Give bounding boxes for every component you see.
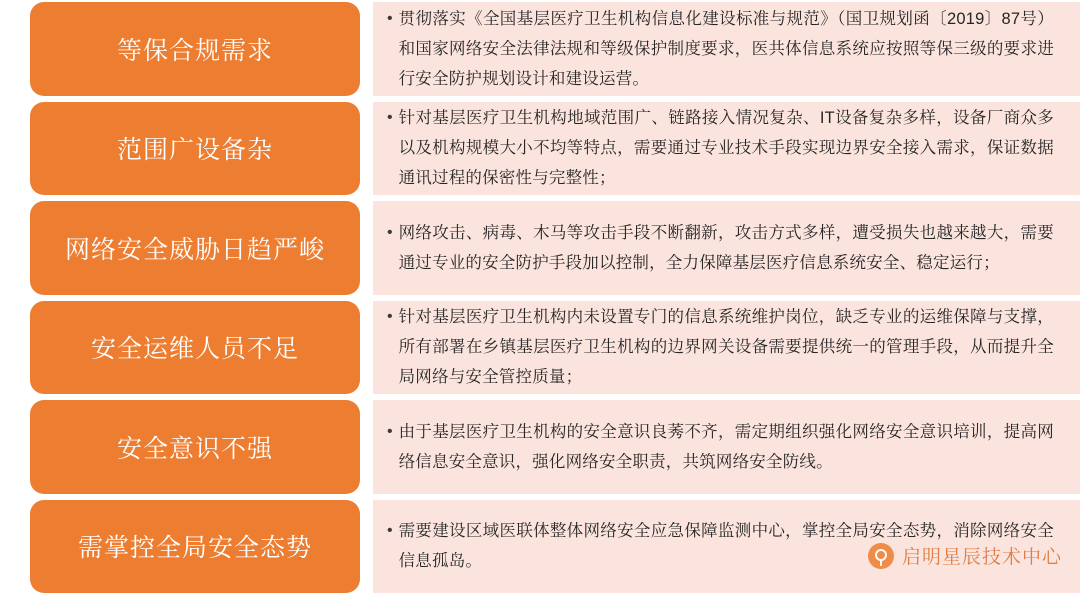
matrix-row bbox=[0, 2, 1080, 96]
row-label-text: 等保合规需求 bbox=[116, 36, 273, 65]
row-description-text: 针对基层医疗卫生机构地域范围广、链路接入情况复杂、IT设备复杂多样，设备厂商众多以及机构规模大小不均等特点，需要通过专业技术手段实现边界安全接入需求，保证数据通讯过程的保密性与完整性； bbox=[398, 109, 1054, 188]
bullet-icon: • bbox=[387, 223, 393, 241]
row-label-cell[interactable] bbox=[30, 301, 360, 395]
matrix-row bbox=[0, 301, 1080, 395]
row-description-text: 贯彻落实《全国基层医疗卫生机构信息化建设标准与规范》（国卫规划函〔2019〕87号）和国家网络安全法律法规和等级保护制度要求，医共体信息系统应按照等保三级的要求进行安全防护规划设计和建设运营。 bbox=[398, 9, 1054, 88]
row-label-cell[interactable] bbox=[30, 2, 360, 96]
row-label-text: 范围广设备杂 bbox=[116, 136, 273, 165]
row-label-cell[interactable] bbox=[30, 500, 360, 593]
row-description-cell bbox=[373, 2, 1080, 96]
row-label-cell[interactable] bbox=[30, 102, 360, 196]
bullet-icon: • bbox=[387, 422, 393, 440]
row-description-text: 需要建设区域医联体整体网络安全应急保障监测中心，掌控全局安全态势，消除网络安全信息孤岛。 bbox=[398, 522, 1054, 571]
row-description-text: 针对基层医疗卫生机构内未设置专门的信息系统维护岗位，缺乏专业的运维保障与支撑，所有部署在乡镇基层医疗卫生机构的边界网关设备需要提供统一的管理手段，从而提升全局网络与安全管控质量； bbox=[398, 308, 1054, 387]
row-label-text: 网络安全威胁日趋严峻 bbox=[64, 235, 325, 264]
matrix-row bbox=[0, 201, 1080, 295]
matrix-row bbox=[0, 400, 1080, 494]
row-description-cell bbox=[373, 400, 1080, 494]
row-description-cell bbox=[373, 102, 1080, 196]
row-label-text: 安全意识不强 bbox=[116, 434, 273, 463]
row-description-text: 网络攻击、病毒、木马等攻击手段不断翻新，攻击方式多样，遭受损失也越来越大，需要通过专业的安全防护手段加以控制，全力保障基层医疗信息系统安全、稳定运行； bbox=[398, 223, 1054, 272]
row-label-cell[interactable] bbox=[30, 400, 360, 494]
row-label-text: 安全运维人员不足 bbox=[90, 335, 299, 364]
bullet-icon: • bbox=[387, 9, 393, 27]
watermark-text: 启明星辰技术中心 bbox=[901, 547, 1062, 568]
matrix-row bbox=[0, 500, 1080, 593]
row-description-text: 由于基层医疗卫生机构的安全意识良莠不齐，需定期组织强化网络安全意识培训，提高网络信息安全意识，强化网络安全职责，共筑网络安全防线。 bbox=[398, 422, 1054, 471]
row-description-cell bbox=[373, 201, 1080, 295]
bullet-icon: • bbox=[387, 109, 393, 127]
row-description-cell bbox=[373, 301, 1080, 395]
bullet-icon: • bbox=[387, 308, 393, 326]
row-label-cell[interactable] bbox=[30, 201, 360, 295]
matrix-row bbox=[0, 102, 1080, 196]
row-label-text: 需掌控全局安全态势 bbox=[77, 534, 312, 563]
bullet-icon: • bbox=[387, 522, 393, 540]
row-description-cell bbox=[373, 500, 1080, 593]
